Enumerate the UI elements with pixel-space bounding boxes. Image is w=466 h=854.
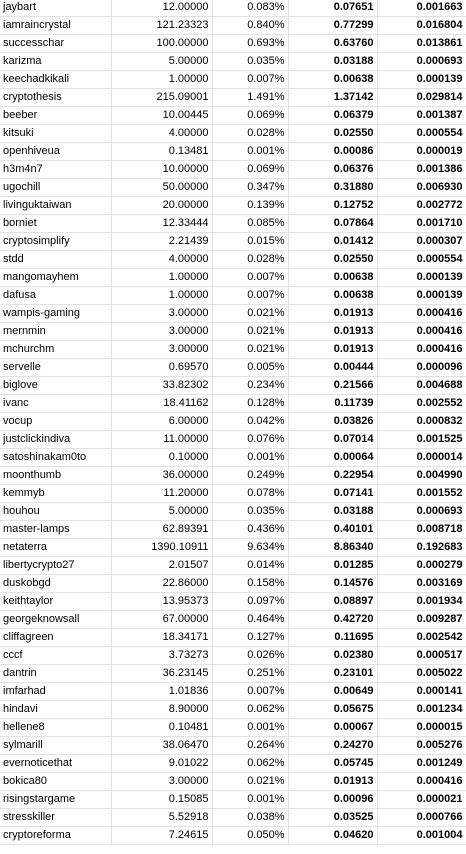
value-cell[interactable]: 0.21566 — [288, 376, 377, 394]
payout-cell[interactable]: 0.000139 — [377, 268, 466, 286]
table-row — [0, 682, 466, 700]
value-cell[interactable]: 1.37142 — [288, 88, 377, 106]
amount-cell[interactable]: 1.01836 — [111, 682, 212, 700]
table-row — [0, 592, 466, 610]
payout-cell[interactable]: 0.000139 — [377, 70, 466, 88]
table-row — [0, 664, 466, 682]
table-row — [0, 718, 466, 736]
value-cell[interactable]: 0.03188 — [288, 502, 377, 520]
percent-cell[interactable]: 0.083% — [212, 0, 288, 16]
table-row — [0, 646, 466, 664]
payout-cell[interactable]: 0.002552 — [377, 394, 466, 412]
table-row — [0, 448, 466, 466]
table-row — [0, 376, 466, 394]
payout-cell[interactable]: 0.000014 — [377, 448, 466, 466]
user-cell[interactable]: houhou — [0, 502, 111, 520]
amount-cell[interactable]: 9.01022 — [111, 754, 212, 772]
payout-cell[interactable]: 0.029814 — [377, 88, 466, 106]
amount-cell[interactable]: 1.00000 — [111, 268, 212, 286]
percent-cell[interactable]: 0.347% — [212, 178, 288, 196]
value-cell[interactable]: 0.00064 — [288, 448, 377, 466]
user-cell[interactable]: bokica80 — [0, 772, 111, 790]
user-cell[interactable]: imfarhad — [0, 682, 111, 700]
value-cell[interactable]: 0.00638 — [288, 268, 377, 286]
value-cell[interactable]: 0.01285 — [288, 556, 377, 574]
user-cell[interactable]: keithtaylor — [0, 592, 111, 610]
table-row — [0, 736, 466, 754]
amount-cell[interactable]: 8.90000 — [111, 700, 212, 718]
value-cell[interactable]: 0.01913 — [288, 340, 377, 358]
user-cell[interactable]: h3m4n7 — [0, 160, 111, 178]
amount-cell[interactable]: 3.00000 — [111, 304, 212, 322]
table-row — [0, 88, 466, 106]
amount-cell[interactable]: 0.69570 — [111, 358, 212, 376]
value-cell[interactable]: 0.07651 — [288, 0, 377, 16]
percent-cell[interactable]: 0.264% — [212, 736, 288, 754]
percent-cell[interactable]: 0.076% — [212, 430, 288, 448]
table-row — [0, 520, 466, 538]
amount-cell[interactable]: 50.00000 — [111, 178, 212, 196]
user-cell[interactable]: openhiveua — [0, 142, 111, 160]
value-cell[interactable]: 0.06379 — [288, 106, 377, 124]
percent-cell[interactable]: 0.062% — [212, 754, 288, 772]
payout-cell[interactable]: 0.001934 — [377, 592, 466, 610]
value-cell[interactable]: 0.04620 — [288, 826, 377, 844]
amount-cell[interactable]: 11.20000 — [111, 484, 212, 502]
percent-cell[interactable]: 0.464% — [212, 610, 288, 628]
user-cell[interactable]: georgeknowsall — [0, 610, 111, 628]
amount-cell[interactable]: 36.00000 — [111, 466, 212, 484]
percent-cell[interactable]: 0.050% — [212, 826, 288, 844]
payout-cell[interactable]: 0.000554 — [377, 124, 466, 142]
user-cell[interactable]: borniet — [0, 214, 111, 232]
payout-cell[interactable]: 0.001525 — [377, 430, 466, 448]
user-cell[interactable]: kemmyb — [0, 484, 111, 502]
percent-cell[interactable]: 0.038% — [212, 808, 288, 826]
percent-cell[interactable]: 0.001% — [212, 142, 288, 160]
value-cell[interactable]: 0.01913 — [288, 772, 377, 790]
value-cell[interactable]: 0.02550 — [288, 250, 377, 268]
percent-cell[interactable]: 0.128% — [212, 394, 288, 412]
value-cell[interactable]: 0.00638 — [288, 286, 377, 304]
percent-cell[interactable]: 0.062% — [212, 700, 288, 718]
percent-cell[interactable]: 0.035% — [212, 52, 288, 70]
amount-cell[interactable]: 13.95373 — [111, 592, 212, 610]
amount-cell[interactable]: 121.23323 — [111, 16, 212, 34]
amount-cell[interactable]: 2.21439 — [111, 232, 212, 250]
payout-cell[interactable]: 0.000307 — [377, 232, 466, 250]
payout-cell[interactable]: 0.001663 — [377, 0, 466, 16]
percent-cell[interactable]: 0.139% — [212, 196, 288, 214]
percent-cell[interactable]: 0.028% — [212, 124, 288, 142]
table-row — [0, 250, 466, 268]
payout-cell[interactable]: 0.000416 — [377, 322, 466, 340]
amount-cell[interactable]: 18.34171 — [111, 628, 212, 646]
amount-cell[interactable]: 7.24615 — [111, 826, 212, 844]
value-cell[interactable]: 0.14576 — [288, 574, 377, 592]
amount-cell[interactable]: 36.23145 — [111, 664, 212, 682]
table-row — [0, 232, 466, 250]
percent-cell[interactable]: 0.014% — [212, 556, 288, 574]
value-cell[interactable]: 0.11695 — [288, 628, 377, 646]
percent-cell[interactable]: 0.234% — [212, 376, 288, 394]
value-cell[interactable]: 0.00638 — [288, 70, 377, 88]
payout-cell[interactable]: 0.013861 — [377, 34, 466, 52]
table-row — [0, 178, 466, 196]
table-row — [0, 466, 466, 484]
user-cell[interactable]: cliffagreen — [0, 628, 111, 646]
table-row — [0, 538, 466, 556]
table-row — [0, 70, 466, 88]
user-cell[interactable]: livinguktaiwan — [0, 196, 111, 214]
percent-cell[interactable]: 0.085% — [212, 214, 288, 232]
table-row — [0, 52, 466, 70]
value-cell[interactable]: 0.07864 — [288, 214, 377, 232]
amount-cell[interactable]: 1.00000 — [111, 70, 212, 88]
user-cell[interactable]: justclickindiva — [0, 430, 111, 448]
amount-cell[interactable]: 3.00000 — [111, 772, 212, 790]
table-row — [0, 322, 466, 340]
amount-cell[interactable]: 33.82302 — [111, 376, 212, 394]
payout-cell[interactable]: 0.001710 — [377, 214, 466, 232]
value-cell[interactable]: 0.01913 — [288, 322, 377, 340]
user-cell[interactable]: wampis-gaming — [0, 304, 111, 322]
table-row — [0, 0, 466, 16]
user-cell[interactable]: dafusa — [0, 286, 111, 304]
table-row — [0, 790, 466, 808]
table-row — [0, 142, 466, 160]
table-row — [0, 106, 466, 124]
value-cell[interactable]: 0.00086 — [288, 142, 377, 160]
amount-cell[interactable]: 3.00000 — [111, 340, 212, 358]
user-cell[interactable]: hindavi — [0, 700, 111, 718]
table-row — [0, 304, 466, 322]
payout-cell[interactable]: 0.004688 — [377, 376, 466, 394]
table-row — [0, 268, 466, 286]
table-row — [0, 628, 466, 646]
percent-cell[interactable]: 0.001% — [212, 718, 288, 736]
table-row — [0, 340, 466, 358]
user-cell[interactable]: duskobgd — [0, 574, 111, 592]
amount-cell[interactable]: 5.00000 — [111, 502, 212, 520]
value-cell[interactable]: 0.77299 — [288, 16, 377, 34]
percent-cell[interactable]: 0.127% — [212, 628, 288, 646]
user-cell[interactable]: cryptosimplify — [0, 232, 111, 250]
table-row — [0, 160, 466, 178]
user-cell[interactable]: moonthumb — [0, 466, 111, 484]
payout-cell[interactable]: 0.001386 — [377, 160, 466, 178]
user-cell[interactable]: successchar — [0, 34, 111, 52]
value-cell[interactable]: 0.22954 — [288, 466, 377, 484]
value-cell[interactable]: 0.01913 — [288, 304, 377, 322]
table-row — [0, 484, 466, 502]
user-cell[interactable]: kitsuki — [0, 124, 111, 142]
payout-cell[interactable]: 0.016804 — [377, 16, 466, 34]
value-cell[interactable]: 0.00096 — [288, 790, 377, 808]
user-cell[interactable]: servelle — [0, 358, 111, 376]
user-cell[interactable]: iamraincrystal — [0, 16, 111, 34]
amount-cell[interactable]: 38.06470 — [111, 736, 212, 754]
percent-cell[interactable]: 0.007% — [212, 268, 288, 286]
value-cell[interactable]: 0.40101 — [288, 520, 377, 538]
payout-cell[interactable]: 0.000416 — [377, 340, 466, 358]
payout-cell[interactable]: 0.000693 — [377, 52, 466, 70]
value-cell[interactable]: 0.05675 — [288, 700, 377, 718]
user-cell[interactable]: libertycrypto27 — [0, 556, 111, 574]
payout-cell[interactable]: 0.001234 — [377, 700, 466, 718]
payout-cell[interactable]: 0.000279 — [377, 556, 466, 574]
payout-cell[interactable]: 0.004990 — [377, 466, 466, 484]
payout-cell[interactable]: 0.003169 — [377, 574, 466, 592]
value-cell[interactable]: 0.00649 — [288, 682, 377, 700]
percent-cell[interactable]: 0.005% — [212, 358, 288, 376]
table-row — [0, 826, 466, 844]
payout-cell[interactable]: 0.000139 — [377, 286, 466, 304]
payout-cell[interactable]: 0.002542 — [377, 628, 466, 646]
amount-cell[interactable]: 10.00000 — [111, 160, 212, 178]
percent-cell[interactable]: 0.097% — [212, 592, 288, 610]
payout-cell[interactable]: 0.000832 — [377, 412, 466, 430]
percent-cell[interactable]: 0.007% — [212, 286, 288, 304]
value-cell[interactable]: 0.03525 — [288, 808, 377, 826]
percent-cell[interactable]: 1.491% — [212, 88, 288, 106]
payout-cell[interactable]: 0.000416 — [377, 304, 466, 322]
value-cell[interactable]: 0.31880 — [288, 178, 377, 196]
amount-cell[interactable]: 1390.10911 — [111, 538, 212, 556]
value-cell[interactable]: 0.03188 — [288, 52, 377, 70]
amount-cell[interactable]: 215.09001 — [111, 88, 212, 106]
percent-cell[interactable]: 9.634% — [212, 538, 288, 556]
value-cell[interactable]: 8.86340 — [288, 538, 377, 556]
value-cell[interactable]: 0.01412 — [288, 232, 377, 250]
amount-cell[interactable]: 0.10481 — [111, 718, 212, 736]
amount-cell[interactable]: 4.00000 — [111, 124, 212, 142]
user-cell[interactable]: mernmin — [0, 322, 111, 340]
user-cell[interactable]: risingstargame — [0, 790, 111, 808]
payout-cell[interactable]: 0.006930 — [377, 178, 466, 196]
payout-cell[interactable]: 0.000021 — [377, 790, 466, 808]
user-cell[interactable]: sylmarill — [0, 736, 111, 754]
amount-cell[interactable]: 22.86000 — [111, 574, 212, 592]
user-cell[interactable]: satoshinakam0to — [0, 448, 111, 466]
amount-cell[interactable]: 62.89391 — [111, 520, 212, 538]
value-cell[interactable]: 0.63760 — [288, 34, 377, 52]
value-cell[interactable]: 0.07014 — [288, 430, 377, 448]
payout-cell[interactable]: 0.000693 — [377, 502, 466, 520]
percent-cell[interactable]: 0.007% — [212, 682, 288, 700]
amount-cell[interactable]: 11.00000 — [111, 430, 212, 448]
amount-cell[interactable]: 10.00445 — [111, 106, 212, 124]
percent-cell[interactable]: 0.001% — [212, 448, 288, 466]
amount-cell[interactable]: 5.52918 — [111, 808, 212, 826]
table-row — [0, 16, 466, 34]
user-cell[interactable]: cccf — [0, 646, 111, 664]
percent-cell[interactable]: 0.042% — [212, 412, 288, 430]
value-cell[interactable]: 0.07141 — [288, 484, 377, 502]
amount-cell[interactable]: 67.00000 — [111, 610, 212, 628]
percent-cell[interactable]: 0.078% — [212, 484, 288, 502]
amount-cell[interactable]: 5.00000 — [111, 52, 212, 70]
table-row — [0, 754, 466, 772]
user-cell[interactable]: biglove — [0, 376, 111, 394]
value-cell[interactable]: 0.11739 — [288, 394, 377, 412]
amount-cell[interactable]: 0.15085 — [111, 790, 212, 808]
payout-cell[interactable]: 0.000416 — [377, 772, 466, 790]
value-cell[interactable]: 0.23101 — [288, 664, 377, 682]
user-cell[interactable]: cryptothesis — [0, 88, 111, 106]
table-row — [0, 430, 466, 448]
user-cell[interactable]: stdd — [0, 250, 111, 268]
percent-cell[interactable]: 0.251% — [212, 664, 288, 682]
percent-cell[interactable]: 0.021% — [212, 772, 288, 790]
amount-cell[interactable]: 12.00000 — [111, 0, 212, 16]
user-cell[interactable]: master-lamps — [0, 520, 111, 538]
table-row — [0, 196, 466, 214]
percent-cell[interactable]: 0.015% — [212, 232, 288, 250]
value-cell[interactable]: 0.42720 — [288, 610, 377, 628]
percent-cell[interactable]: 0.035% — [212, 502, 288, 520]
percent-cell[interactable]: 0.028% — [212, 250, 288, 268]
value-cell[interactable]: 0.05745 — [288, 754, 377, 772]
table-row — [0, 34, 466, 52]
percent-cell[interactable]: 0.026% — [212, 646, 288, 664]
user-cell[interactable]: evernoticethat — [0, 754, 111, 772]
user-cell[interactable]: ivanc — [0, 394, 111, 412]
percent-cell[interactable]: 0.249% — [212, 466, 288, 484]
user-cell[interactable]: mangomayhem — [0, 268, 111, 286]
user-cell[interactable]: netaterra — [0, 538, 111, 556]
user-cell[interactable]: mchurchm — [0, 340, 111, 358]
percent-cell[interactable]: 0.436% — [212, 520, 288, 538]
percent-cell[interactable]: 0.840% — [212, 16, 288, 34]
amount-cell[interactable]: 18.41162 — [111, 394, 212, 412]
amount-cell[interactable]: 2.01507 — [111, 556, 212, 574]
percent-cell[interactable]: 0.001% — [212, 790, 288, 808]
table-row — [0, 394, 466, 412]
table-row — [0, 412, 466, 430]
user-cell[interactable]: stresskiller — [0, 808, 111, 826]
payout-cell[interactable]: 0.008718 — [377, 520, 466, 538]
user-cell[interactable]: dantrin — [0, 664, 111, 682]
percent-cell[interactable]: 0.021% — [212, 304, 288, 322]
table-row — [0, 214, 466, 232]
percent-cell[interactable]: 0.069% — [212, 160, 288, 178]
payout-cell[interactable]: 0.001387 — [377, 106, 466, 124]
payout-cell[interactable]: 0.000019 — [377, 142, 466, 160]
user-cell[interactable]: keechadkikali — [0, 70, 111, 88]
user-cell[interactable]: karizma — [0, 52, 111, 70]
amount-cell[interactable]: 100.00000 — [111, 34, 212, 52]
payout-cell[interactable]: 0.000517 — [377, 646, 466, 664]
percent-cell[interactable]: 0.021% — [212, 340, 288, 358]
payout-cell[interactable]: 0.192683 — [377, 538, 466, 556]
user-cell[interactable]: cryptoreforma — [0, 826, 111, 844]
table-row — [0, 556, 466, 574]
amount-cell[interactable]: 0.10000 — [111, 448, 212, 466]
value-cell[interactable]: 0.02380 — [288, 646, 377, 664]
value-cell[interactable]: 0.12752 — [288, 196, 377, 214]
table-row — [0, 610, 466, 628]
payout-cell[interactable]: 0.001004 — [377, 826, 466, 844]
user-cell[interactable]: ugochill — [0, 178, 111, 196]
percent-cell[interactable]: 0.007% — [212, 70, 288, 88]
table-row — [0, 124, 466, 142]
table-row — [0, 358, 466, 376]
user-cell[interactable]: beeber — [0, 106, 111, 124]
amount-cell[interactable]: 3.00000 — [111, 322, 212, 340]
percent-cell[interactable]: 0.021% — [212, 322, 288, 340]
table-row — [0, 772, 466, 790]
payout-cell[interactable]: 0.000141 — [377, 682, 466, 700]
amount-cell[interactable]: 12.33444 — [111, 214, 212, 232]
payout-cell[interactable]: 0.000015 — [377, 718, 466, 736]
amount-cell[interactable]: 0.13481 — [111, 142, 212, 160]
user-cell[interactable]: vocup — [0, 412, 111, 430]
payout-cell[interactable]: 0.000766 — [377, 808, 466, 826]
value-cell[interactable]: 0.02550 — [288, 124, 377, 142]
table-row — [0, 574, 466, 592]
payout-cell[interactable]: 0.001249 — [377, 754, 466, 772]
table-row — [0, 808, 466, 826]
table-row — [0, 502, 466, 520]
payout-cell[interactable]: 0.005022 — [377, 664, 466, 682]
table-row — [0, 286, 466, 304]
value-cell[interactable]: 0.00067 — [288, 718, 377, 736]
amount-cell[interactable]: 4.00000 — [111, 250, 212, 268]
amount-cell[interactable]: 20.00000 — [111, 196, 212, 214]
amount-cell[interactable]: 1.00000 — [111, 286, 212, 304]
value-cell[interactable]: 0.06376 — [288, 160, 377, 178]
user-cell[interactable]: jaybart — [0, 0, 111, 16]
payout-cell[interactable]: 0.000096 — [377, 358, 466, 376]
percent-cell[interactable]: 0.158% — [212, 574, 288, 592]
payout-cell[interactable]: 0.002772 — [377, 196, 466, 214]
percent-cell[interactable]: 0.069% — [212, 106, 288, 124]
payout-cell[interactable]: 0.005276 — [377, 736, 466, 754]
payout-cell[interactable]: 0.001552 — [377, 484, 466, 502]
table-row — [0, 700, 466, 718]
user-cell[interactable]: hellene8 — [0, 718, 111, 736]
payout-cell[interactable]: 0.009287 — [377, 610, 466, 628]
payout-cell[interactable]: 0.000554 — [377, 250, 466, 268]
value-cell[interactable]: 0.03826 — [288, 412, 377, 430]
value-cell[interactable]: 0.08897 — [288, 592, 377, 610]
percent-cell[interactable]: 0.693% — [212, 34, 288, 52]
value-cell[interactable]: 0.24270 — [288, 736, 377, 754]
amount-cell[interactable]: 3.73273 — [111, 646, 212, 664]
value-cell[interactable]: 0.00444 — [288, 358, 377, 376]
amount-cell[interactable]: 6.00000 — [111, 412, 212, 430]
